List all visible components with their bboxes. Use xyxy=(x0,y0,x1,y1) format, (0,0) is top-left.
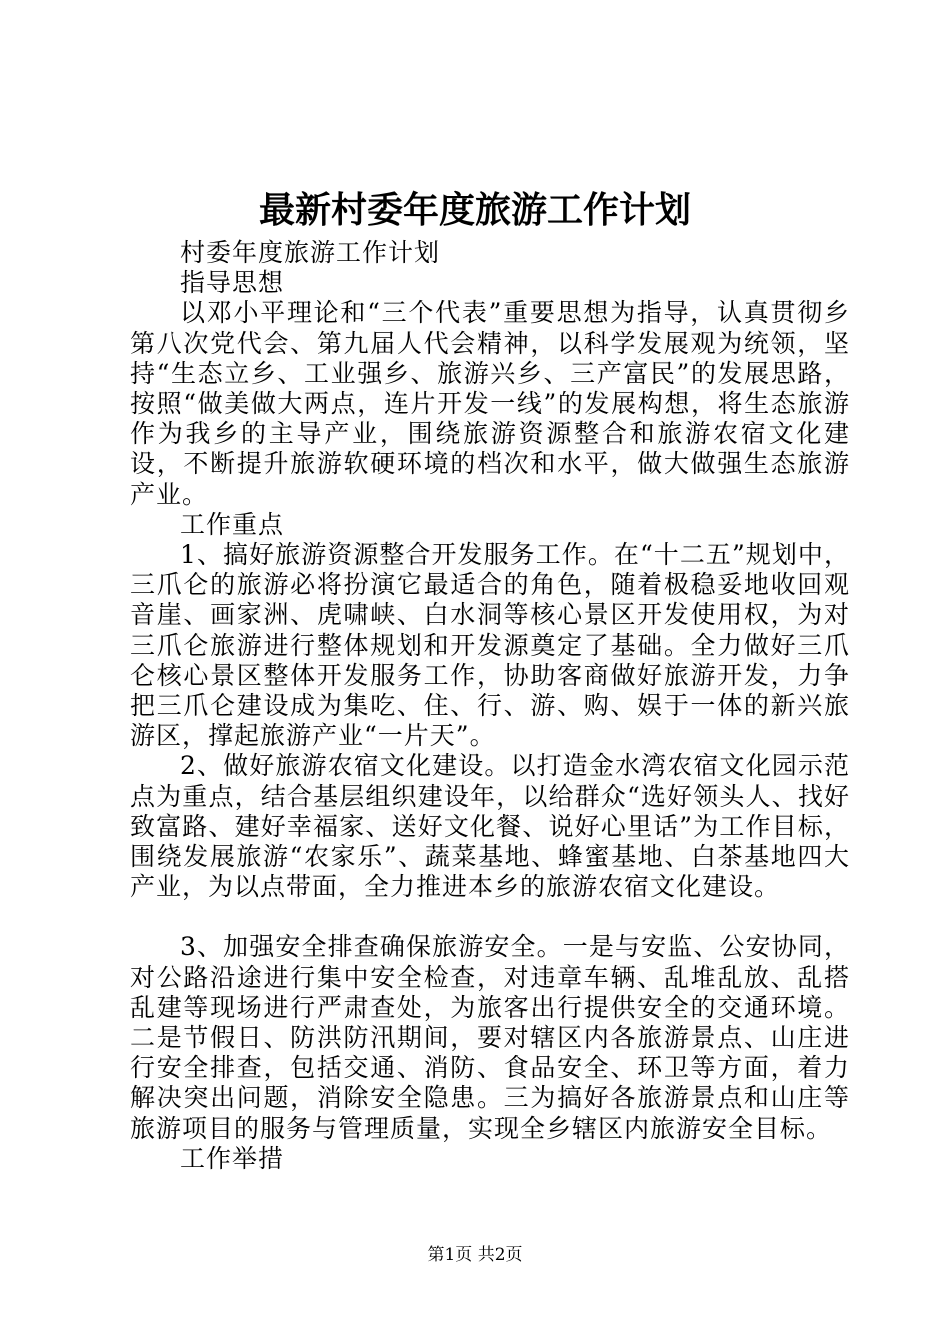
work-focus-item-3: 3、加强安全排查确保旅游安全。一是与安监、公安协同，对公路沿途进行集中安全检查，对违章车辆、乱堆乱放、乱搭乱建等现场进行严肃查处，为旅客出行提供安全的交通环境。二是节假日、防洪防汛期间，要对辖区内各旅游景点、山庄进行安全排查，包括交通、消防、食品安全、环卫等方面，着力解决突出问题，消除安全隐患。三为搞好各旅游景点和山庄等旅游项目的服务与管理质量，实现全乡辖区内旅游安全目标。 xyxy=(130,932,850,1143)
section-heading-work-focus: 工作重点 xyxy=(180,509,285,539)
subtitle-paragraph: 村委年度旅游工作计划 xyxy=(180,238,441,267)
paragraph-spacer xyxy=(130,902,850,932)
document-body xyxy=(130,238,850,1174)
section-heading-work-measures: 工作举措 xyxy=(180,1143,285,1173)
section-heading-guiding-ideology: 指导思想 xyxy=(180,268,285,298)
work-focus-item-2: 2、做好旅游农宿文化建设。以打造金水湾农宿文化园示范点为重点，结合基层组织建设年，以给群众“选好领头人、找好致富路、建好幸福家、送好文化餐、说好心里话”为工作目标，围绕发展旅游“农家乐”、蔬菜基地、蜂蜜基地、白茶基地四大产业，为以点带面，全力推进本乡的旅游农宿文化建设。 xyxy=(130,751,850,902)
work-focus-item-1: 1、搞好旅游资源整合开发服务工作。在“十二五”规划中，三爪仑的旅游必将扮演它最适合的角色，随着极稳妥地收回观音崖、画家洲、虎啸峡、白水洞等核心景区开发使用权，为对三爪仑旅游进行整体规划和开发源奠定了基础。全力做好三爪仑核心景区整体开发服务工作，协助客商做好旅游开发，力争把三爪仑建设成为集吃、住、行、游、购、娱于一体的新兴旅游区，撑起旅游产业“一片天”。 xyxy=(130,540,850,751)
guiding-ideology-paragraph: 以邓小平理论和“三个代表”重要思想为指导，认真贯彻乡第八次党代会、第九届人代会精神，以科学发展观为统领，坚持“生态立乡、工业强乡、旅游兴乡、三产富民”的发展思路，按照“做美做大两点，连片开发一线”的发展构想，将生态旅游作为我乡的主导产业，围绕旅游资源整合和旅游农宿文化建设，不断提升旅游软硬环境的档次和水平，做大做强生态旅游产业。 xyxy=(130,298,850,509)
document-title: 最新村委年度旅游工作计划 xyxy=(258,189,691,231)
page-footer: 第1页 共2页 xyxy=(427,1245,523,1265)
